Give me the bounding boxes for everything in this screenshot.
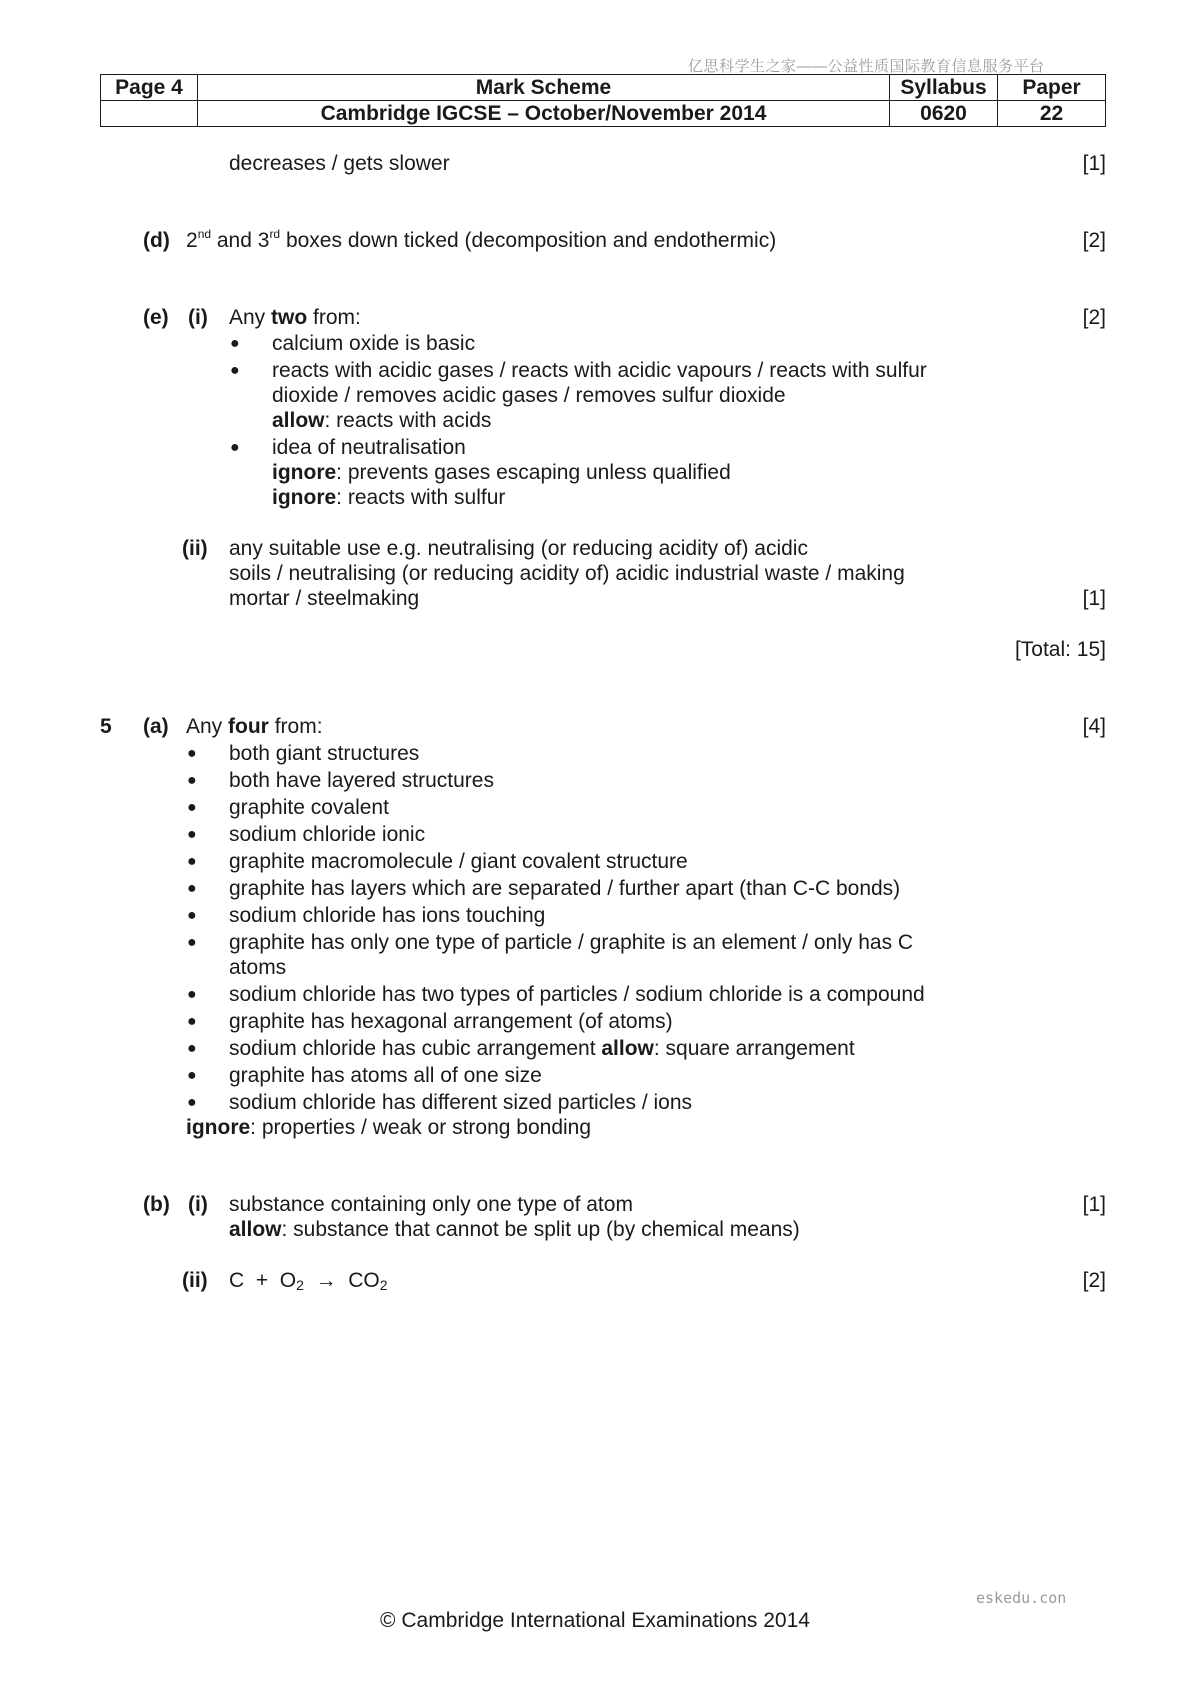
- bullet-dot: ●: [187, 934, 197, 951]
- q5a-label: (a): [143, 715, 169, 738]
- syllabus-label: Syllabus: [890, 75, 998, 101]
- list-item: both giant structures: [229, 742, 420, 765]
- bullet-dot: ●: [187, 1067, 197, 1084]
- bullet-dot: ●: [187, 745, 197, 762]
- q5b-label: (b): [143, 1193, 170, 1216]
- bullet-dot: ●: [230, 335, 240, 352]
- q5bi-answer: substance containing only one type of atom: [229, 1193, 633, 1216]
- list-item: sodium chloride has different sized particles / ions: [229, 1091, 693, 1114]
- bullet-dot: ●: [187, 799, 197, 816]
- q4ei-intro: Any two from:: [229, 306, 361, 329]
- bullet-dot: ●: [230, 439, 240, 456]
- q4d-label: (d): [143, 229, 170, 252]
- list-item: both have layered structures: [229, 769, 494, 792]
- page-number: Page 4: [101, 75, 198, 101]
- q5bi-mark: [1]: [1082, 1193, 1106, 1216]
- bullet-dot: ●: [230, 362, 240, 379]
- list-item: sodium chloride ionic: [229, 823, 426, 846]
- q5bii-mark: [2]: [1082, 1269, 1106, 1292]
- q4eii-line1: any suitable use e.g. neutralising (or reducing acidity of) acidic: [229, 537, 808, 560]
- prev-answer: decreases / gets slower: [229, 152, 450, 175]
- q4ei-bullet-3-ignore1: ignore: prevents gases escaping unless qualified: [272, 461, 731, 484]
- q5a-intro: Any four from:: [186, 715, 323, 738]
- syllabus-value: 0620: [890, 101, 998, 127]
- bullet-dot: ●: [187, 772, 197, 789]
- list-item: sodium chloride has two types of particles / sodium chloride is a compound: [229, 983, 925, 1006]
- bullet-dot: ●: [187, 1013, 197, 1030]
- list-item: graphite has only one type of particle / graphite is an element / only has C: [229, 931, 914, 954]
- list-item-continuation: atoms: [229, 956, 287, 979]
- q4ei-bullet-3: idea of neutralisation: [272, 436, 466, 459]
- q4e-label: (e): [143, 306, 169, 329]
- list-item: graphite has atoms all of one size: [229, 1064, 542, 1087]
- q4ei-bullet-2-line2: dioxide / removes acidic gases / removes sulfur dioxide: [272, 384, 786, 407]
- bullet-dot: ●: [187, 1040, 197, 1057]
- q5bi-allow: allow: substance that cannot be split up (by chemical means): [229, 1218, 800, 1241]
- q5bi-label: (i): [188, 1193, 208, 1216]
- q4ei-bullet-1: calcium oxide is basic: [272, 332, 476, 355]
- q4d-answer: 2nd and 3rd boxes down ticked (decomposition and endothermic): [186, 227, 777, 252]
- q5a-mark: [4]: [1082, 715, 1106, 738]
- q5bii-label: (ii): [182, 1269, 208, 1292]
- q4-total: [Total: 15]: [1014, 638, 1106, 661]
- q4ei-bullet-2-allow: allow: reacts with acids: [272, 409, 492, 432]
- q4ei-bullet-2-line1: reacts with acidic gases / reacts with acidic vapours / reacts with sulfur: [272, 359, 927, 382]
- bullet-dot: ●: [187, 880, 197, 897]
- q5-number: 5: [100, 715, 112, 738]
- bullet-dot: ●: [187, 986, 197, 1003]
- q4eii-mark: [1]: [1082, 587, 1106, 610]
- list-item: sodium chloride has ions touching: [229, 904, 546, 927]
- bullet-dot: ●: [187, 826, 197, 843]
- watermark-top: 亿思科学生之家——公益性质国际教育信息服务平台: [688, 58, 1045, 75]
- bullet-dot: ●: [187, 907, 197, 924]
- empty-cell: [101, 101, 198, 127]
- list-item: graphite has hexagonal arrangement (of atoms): [229, 1010, 673, 1033]
- document-subtitle: Cambridge IGCSE – October/November 2014: [198, 101, 890, 127]
- bullet-dot: ●: [187, 1094, 197, 1111]
- q4ei-label: (i): [188, 306, 208, 329]
- q4eii-line3: mortar / steelmaking: [229, 587, 420, 610]
- watermark-bottom: eskedu.con: [976, 1589, 1067, 1607]
- paper-label: Paper: [998, 75, 1106, 101]
- list-item: sodium chloride has cubic arrangement allow: square arrangement: [229, 1037, 855, 1060]
- q4eii-label: (ii): [182, 537, 208, 560]
- document-title: Mark Scheme: [198, 75, 890, 101]
- q4ei-mark: [2]: [1082, 306, 1106, 329]
- footer-copyright: © Cambridge International Examinations 2014: [380, 1609, 810, 1632]
- q4ei-bullet-3-ignore2: ignore: reacts with sulfur: [272, 486, 506, 509]
- list-item: graphite macromolecule / giant covalent structure: [229, 850, 688, 873]
- q4eii-line2: soils / neutralising (or reducing acidity of) acidic industrial waste / making: [229, 562, 905, 585]
- list-item: graphite covalent: [229, 796, 389, 819]
- prev-mark: [1]: [1082, 152, 1106, 175]
- q5a-ignore: ignore: properties / weak or strong bonding: [186, 1116, 592, 1139]
- bullet-dot: ●: [187, 853, 197, 870]
- q4d-mark: [2]: [1082, 229, 1106, 252]
- list-item: graphite has layers which are separated / further apart (than C-C bonds): [229, 877, 901, 900]
- header-table: [100, 74, 1106, 127]
- q5bii-equation: $C + O_2 \to CO_2$: [229, 1269, 388, 1293]
- paper-value: 22: [998, 101, 1106, 127]
